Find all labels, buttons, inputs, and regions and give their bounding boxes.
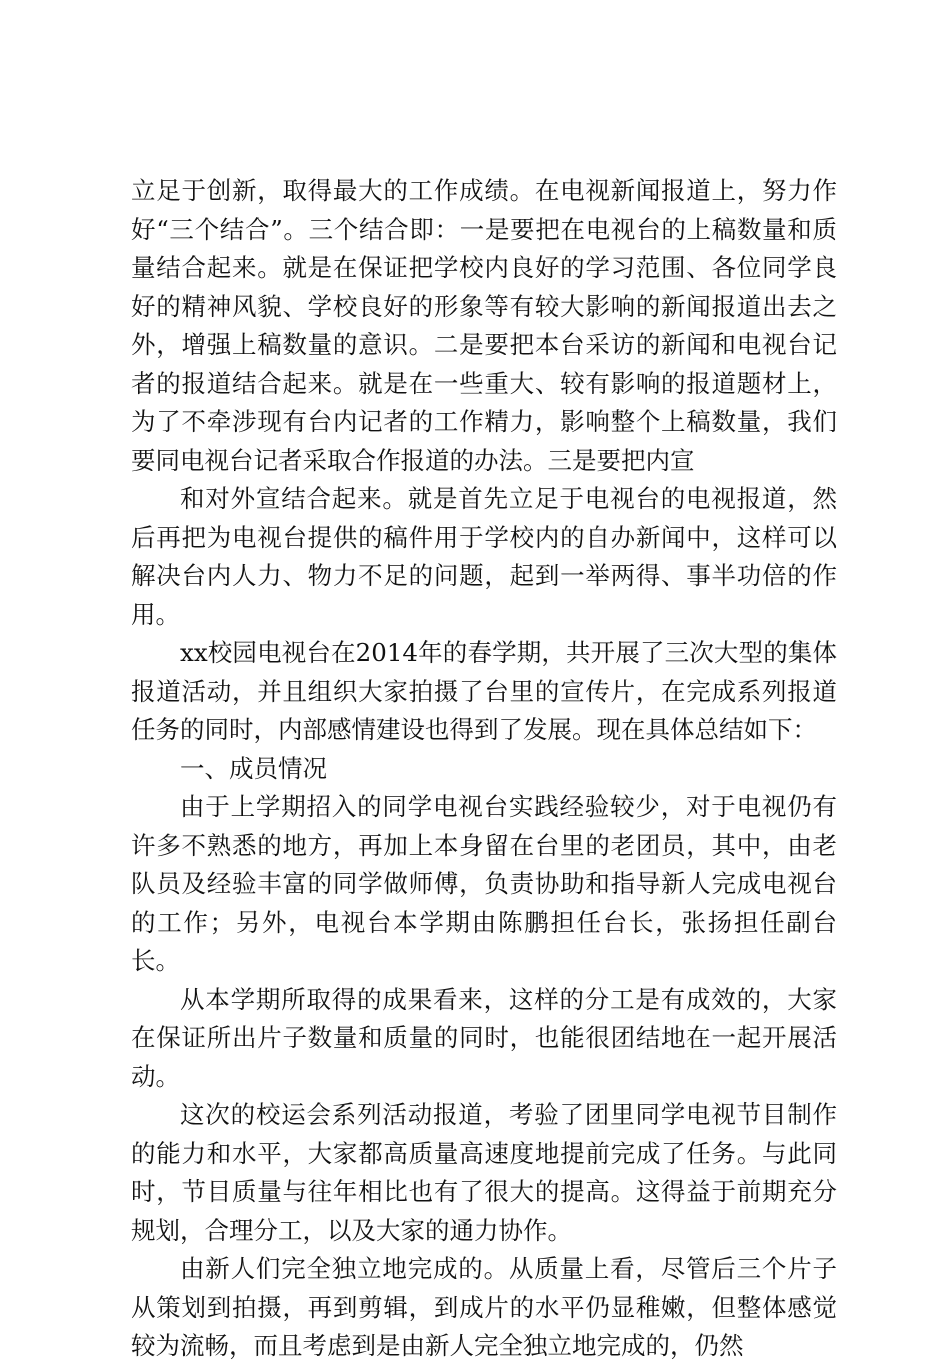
paragraph-1: 立足于创新，取得最大的工作成绩。在电视新闻报道上，努力作好“三个结合”。三个结合即：一是要把在电视台的上稿数量和质量结合起来。就是在保证把学校内良好的学习范围、各位同学良好的精神风貌、学校良好的形象等有较大影响的新闻报道出去之外，增强上稿数量的意识。二是要把本台采访的新闻和电视台记者的报道结合起来。就是在一些重大、较有影响的报道题材上，为了不牵涉现有台内记者的工作精力，影响整个上稿数量，我们要同电视台记者采取合作报道的办法。三是要把内宣: [131, 176, 837, 475]
paragraph-2: 和对外宣结合起来。就是首先立足于电视台的电视报道，然后再把为电视台提供的稿件用于学校内的自办新闻中，这样可以解决台内人力、物力不足的问题，起到一举两得、事半功倍的作用。: [131, 484, 837, 629]
paragraph-5: 从本学期所取得的成果看来，这样的分工是有成效的，大家在保证所出片子数量和质量的同时，也能很团结地在一起开展活动。: [131, 984, 837, 1091]
paragraph-6: 这次的校运会系列活动报道，考验了团里同学电视节目制作的能力和水平，大家都高质量高速度地提前完成了任务。与此同时，节目质量与往年相比也有了很大的提高。这得益于前期充分规划，合理分工，以及大家的通力协作。: [131, 1100, 837, 1245]
paragraph-3: xx校园电视台在2014年的春学期，共开展了三次大型的集体报道活动，并且组织大家拍摄了台里的宣传片，在完成系列报道任务的同时，内部感情建设也得到了发展。现在具体总结如下：: [131, 638, 837, 744]
paragraph-7: 由新人们完全独立地完成的。从质量上看，尽管后三个片子从策划到拍摄，再到剪辑，到成片的水平仍显稚嫩，但整体感觉较为流畅，而且考虑到是由新人完全独立地完成的，仍然: [131, 1254, 837, 1360]
paragraph-4: 由于上学期招入的同学电视台实践经验较少，对于电视仍有许多不熟悉的地方，再加上本身留在台里的老团员，其中，由老队员及经验丰富的同学做师傅，负责协助和指导新人完成电视台的工作；另外，电视台本学期由陈鹏担任台长，张扬担任副台长。: [131, 792, 837, 975]
section-heading: 一、成员情况: [180, 753, 327, 783]
document-body: [131, 172, 837, 1366]
